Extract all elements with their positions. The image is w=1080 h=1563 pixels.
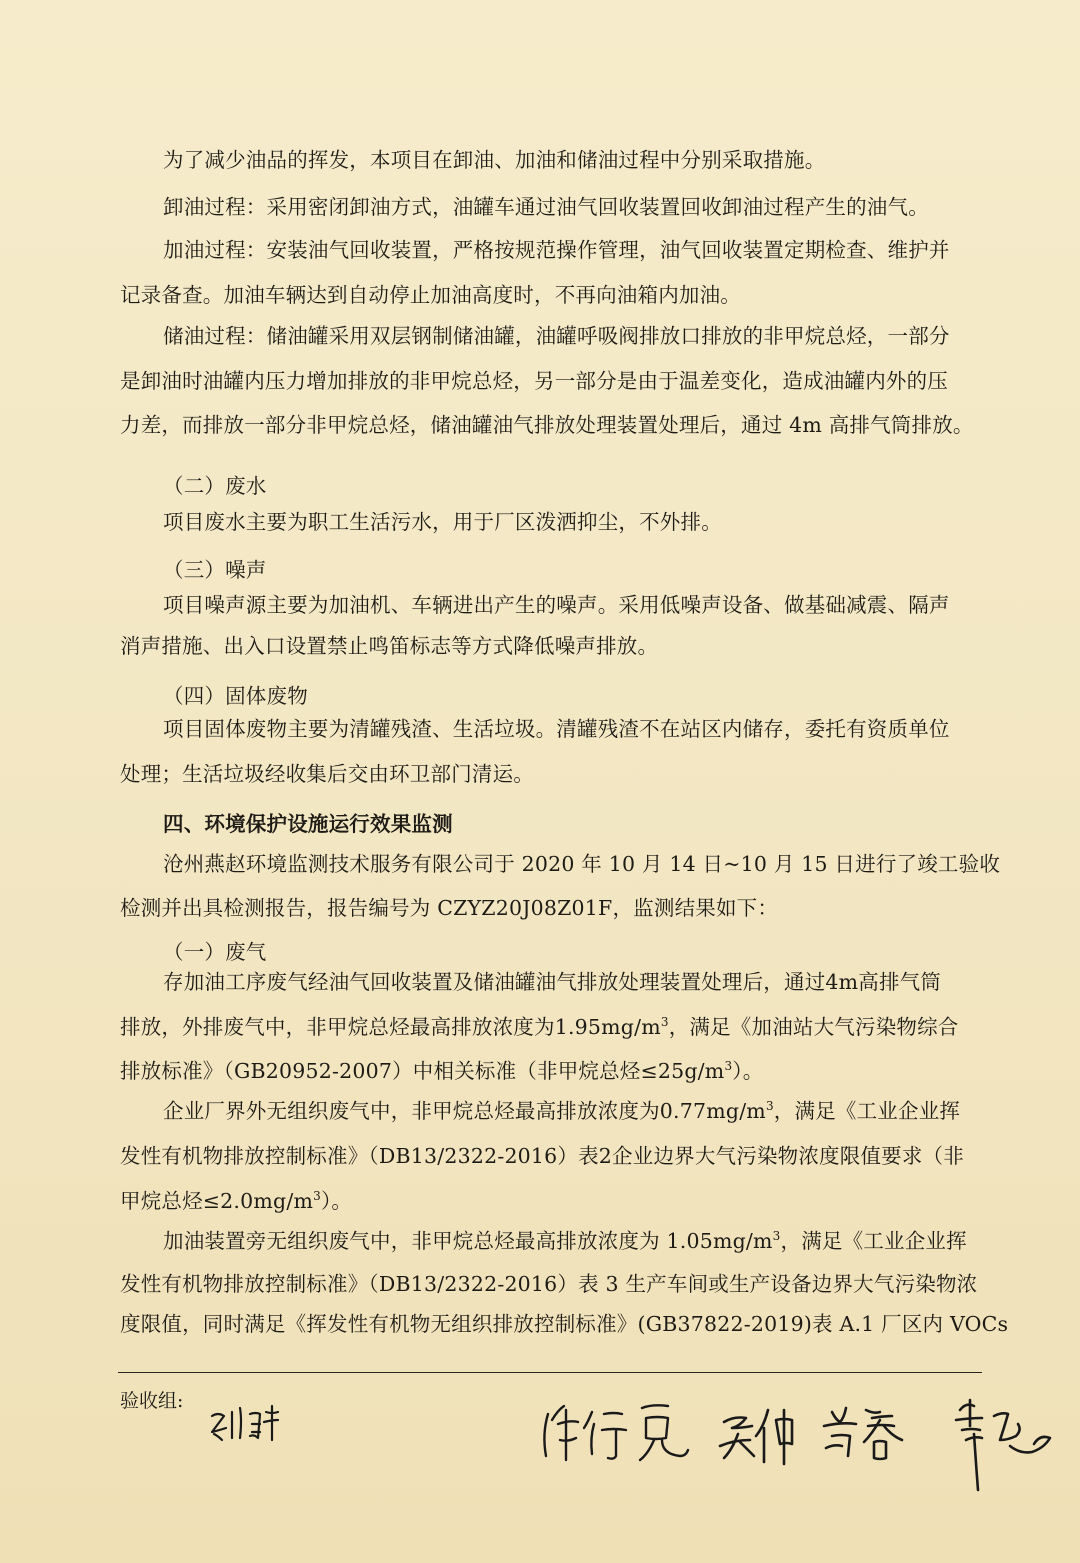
- paragraph-line: 消声措施、出入口设置禁止鸣笛标志等方式降低噪声排放。: [120, 634, 659, 658]
- paragraph-line: 项目固体废物主要为清罐残渣、生活垃圾。清罐残渣不在站区内储存，委托有资质单位: [163, 717, 950, 741]
- paragraph-line: 排放标准》（GB20952-2007）中相关标准（非甲烷总烃$\le 25g/m^3$）。: [120, 1059, 764, 1083]
- paragraph-line: 记录备查。加油车辆达到自动停止加油高度时，不再向油箱内加油。: [120, 283, 741, 307]
- paragraph-line: 甲烷总烃$\le 2.0mg/m^3$）。: [120, 1189, 353, 1213]
- paragraph-line: 排放，外排废气中，非甲烷总烃最高排放浓度为$1.95mg/m^3$，满足《加油站大气污染物综合: [120, 1015, 959, 1039]
- section-heading-exhaust: （一）废气: [163, 940, 267, 964]
- section-heading-monitoring: 四、环境保护设施运行效果监测: [163, 812, 453, 836]
- signature-5: [956, 1400, 1050, 1490]
- paragraph-line: 检测并出具检测报告，报告编号为 CZYZ20J08Z01F，监测结果如下：: [120, 896, 779, 920]
- paragraph-line: 为了减少油品的挥发，本项目在卸油、加油和储油过程中分别采取措施。: [163, 148, 826, 172]
- paragraph-line: 沧州燕赵环境监测技术服务有限公司于 2020 年 10 月 14 日~10 月 15 日进行了竣工验收: [163, 852, 1001, 876]
- section-heading-solid-waste: （四）固体废物: [163, 684, 308, 708]
- signature-1: [212, 1406, 278, 1440]
- paragraph-line: 度限值，同时满足《挥发性有机物无组织排放控制标准》(GB37822-2019)表 A.1 厂区内 VOCs: [120, 1312, 1009, 1336]
- signature-3: [720, 1410, 792, 1464]
- paragraph-line: 项目废水主要为职工生活污水，用于厂区泼洒抑尘，不外排。: [163, 510, 722, 534]
- paragraph-line: 力差，而排放一部分非甲烷总烃，储油罐油气排放处理装置处理后，通过 4m 高排气筒排放。: [120, 413, 974, 437]
- paragraph-line: 加油过程：安装油气回收装置，严格按规范操作管理，油气回收装置定期检查、维护并: [163, 238, 950, 262]
- paragraph-line: 储油过程：储油罐采用双层钢制储油罐，油罐呼吸阀排放口排放的非甲烷总烃，一部分: [163, 324, 950, 348]
- signature-2: [544, 1405, 688, 1460]
- footer-divider: [118, 1372, 982, 1373]
- acceptance-group-label: 验收组:: [120, 1390, 184, 1412]
- paragraph-line: 企业厂界外无组织废气中，非甲烷总烃最高排放浓度为$0.77mg/m^3$，满足《工业企业挥: [163, 1099, 961, 1123]
- paragraph-line: 处理；生活垃圾经收集后交由环卫部门清运。: [120, 762, 534, 786]
- paragraph-line: 发性有机物排放控制标准》（DB13/2322-2016）表 3 生产车间或生产设备边界大气污染物浓: [120, 1272, 978, 1296]
- paragraph-line: 存加油工序废气经油气回收装置及储油罐油气排放处理装置处理后，通过4m高排气筒: [163, 970, 942, 994]
- paragraph-line: 加油装置旁无组织废气中，非甲烷总烃最高排放浓度为 $1.05mg/m^3$，满足《工业企业挥: [163, 1229, 967, 1253]
- paragraph-line: 发性有机物排放控制标准》（DB13/2322-2016）表2企业边界大气污染物浓度限值要求（非: [120, 1144, 964, 1168]
- section-heading-noise: （三）噪声: [163, 558, 267, 582]
- paragraph-line: 项目噪声源主要为加油机、车辆进出产生的噪声。采用低噪声设备、做基础减震、隔声: [163, 593, 950, 617]
- paragraph-line: 卸油过程：采用密闭卸油方式，油罐车通过油气回收装置回收卸油过程产生的油气。: [163, 195, 929, 219]
- paragraph-line: 是卸油时油罐内压力增加排放的非甲烷总烃，另一部分是由于温差变化，造成油罐内外的压: [120, 369, 948, 393]
- section-heading-wastewater: （二）废水: [163, 474, 267, 498]
- signature-area: [0, 1390, 1080, 1530]
- signature-4: [824, 1408, 902, 1459]
